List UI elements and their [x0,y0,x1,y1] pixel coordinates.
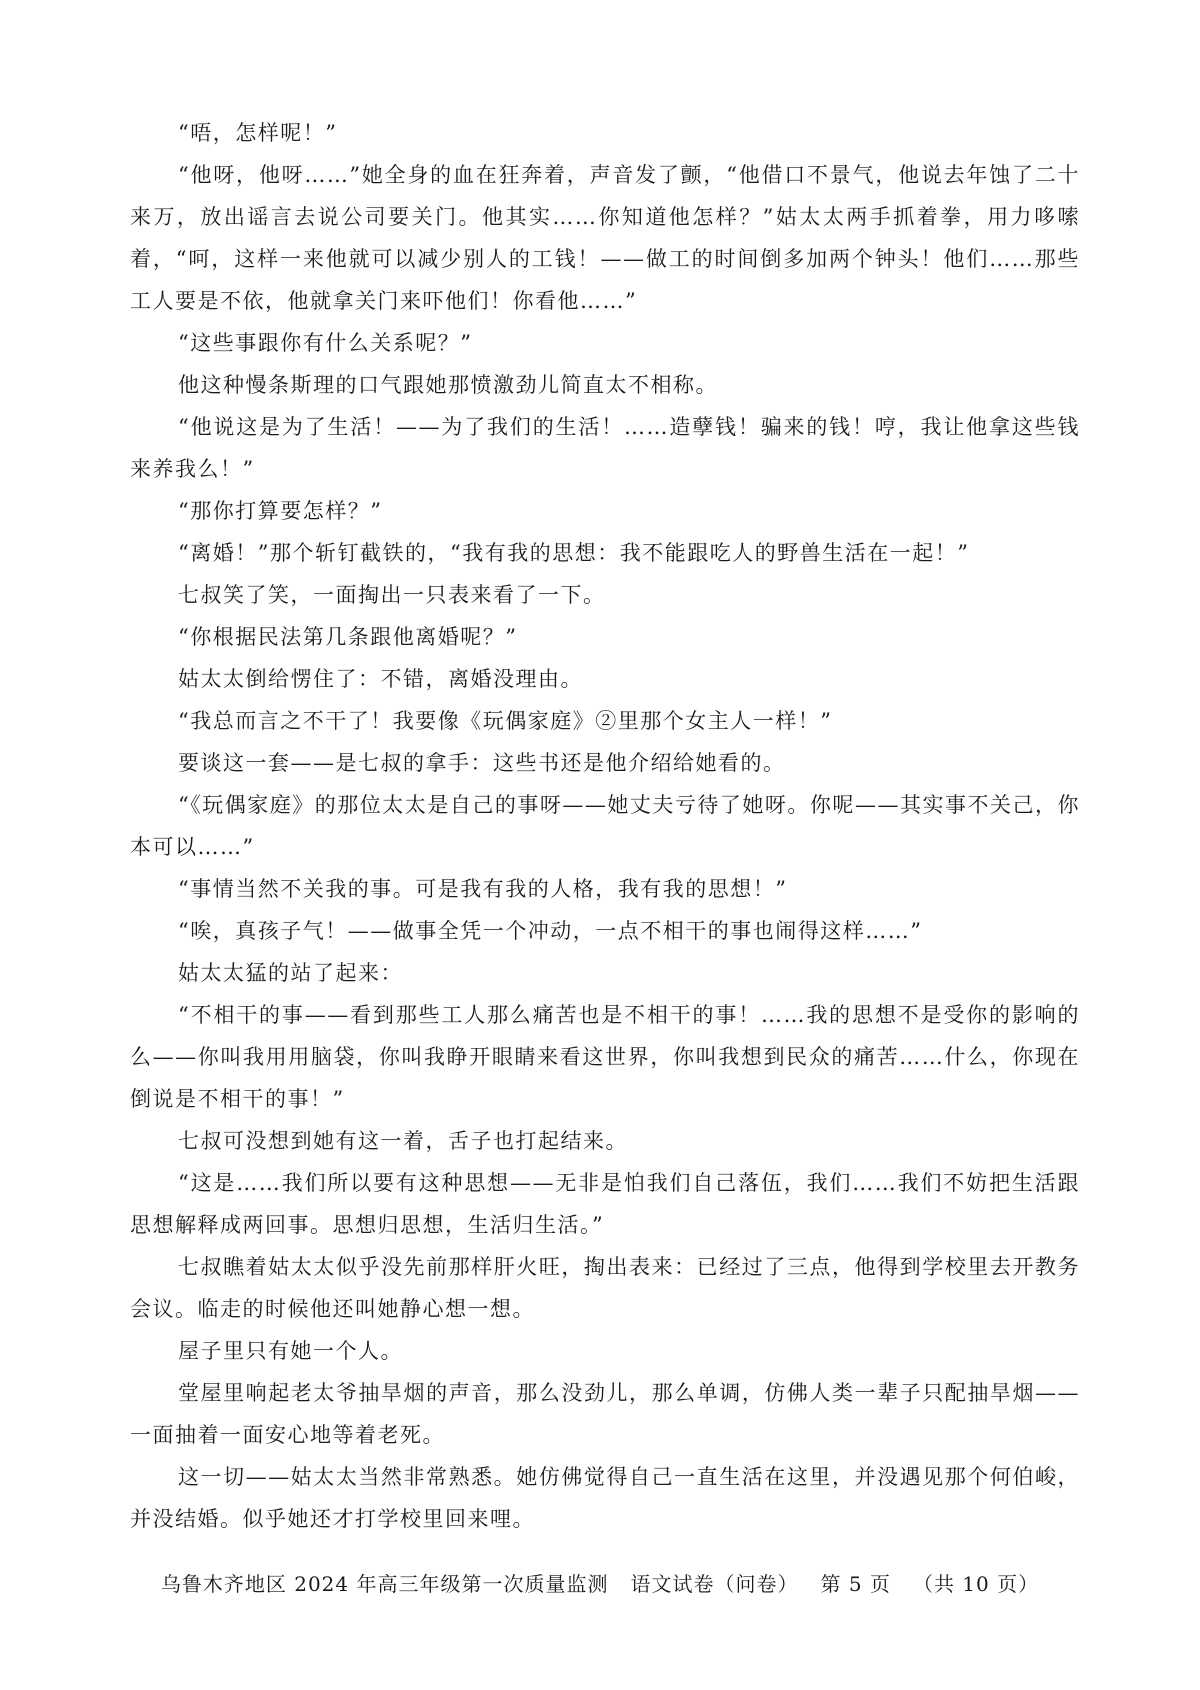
footer-total-pages: （共 10 页） [912,1572,1040,1596]
paragraph: “事情当然不关我的事。可是我有我的人格，我有我的思想！” [178,877,788,901]
paragraph: 这一切——姑太太当然非常熟悉。她仿佛觉得自己一直生活在这里，并没遇见那个何伯峻，并没结婚。似乎她还才打学校里回来哩。 [130,1465,1080,1531]
passage-text [130,112,1080,1540]
paragraph: 屋子里只有她一个人。 [178,1339,403,1363]
footer-page-number: 第 5 页 [820,1572,891,1596]
paragraph: “离婚！”那个斩钉截铁的，“我有我的思想：我不能跟吃人的野兽生活在一起！” [178,541,970,565]
paragraph: “他说这是为了生活！——为了我们的生活！……造孽钱！骗来的钱！哼，我让他拿这些钱来养我么！” [130,415,1080,481]
paragraph: 姑太太倒给愣住了：不错，离婚没理由。 [178,667,583,691]
paragraph: 姑太太猛的站了起来： [178,961,403,985]
paragraph: 七叔笑了笑，一面掏出一只表来看了一下。 [178,583,606,607]
paragraph: “《玩偶家庭》的那位太太是自己的事呀——她丈夫亏待了她呀。你呢——其实事不关己，你本可以……” [130,793,1080,859]
paragraph: 他这种慢条斯理的口气跟她那愤激劲儿简直太不相称。 [178,373,718,397]
paragraph: “这是……我们所以要有这种思想——无非是怕我们自己落伍，我们……我们不妨把生活跟思想解释成两回事。思想归思想，生活归生活。” [130,1171,1080,1237]
paragraph: “唔，怎样呢！” [178,121,338,145]
paragraph: “那你打算要怎样？” [178,499,383,523]
paragraph: “你根据民法第几条跟他离婚呢？” [178,625,518,649]
paragraph: 七叔瞧着姑太太似乎没先前那样肝火旺，掏出表来：已经过了三点，他得到学校里去开教务会议。临走的时候他还叫她静心想一想。 [130,1255,1080,1321]
paragraph: “我总而言之不干了！我要像《玩偶家庭》②里那个女主人一样！” [178,709,833,733]
page-footer [0,1568,1200,1597]
footer-subject: 语文试卷（问卷） [630,1572,799,1596]
paragraph: “这些事跟你有什么关系呢？” [178,331,473,355]
paragraph: 七叔可没想到她有这一着，舌子也打起结来。 [178,1129,628,1153]
paragraph: 堂屋里响起老太爷抽旱烟的声音，那么没劲儿，那么单调，仿佛人类一辈子只配抽旱烟——一面抽着一面安心地等着老死。 [130,1381,1080,1447]
footer-exam-title: 乌鲁木齐地区 2024 年高三年级第一次质量监测 [160,1572,609,1596]
paragraph: “他呀，他呀……”她全身的血在狂奔着，声音发了颤，“他借口不景气，他说去年蚀了二十来万，放出谣言去说公司要关门。他其实……你知道他怎样？”姑太太两手抓着拳，用力哆嗦着，“呵，这样一来他就可以减少别人的工钱！——做工的时间倒多加两个钟头！他们……那些工人要是不依，他就拿关门来吓他们！你看他……” [130,163,1080,313]
paragraph: 要谈这一套——是七叔的拿手：这些书还是他介绍给她看的。 [178,751,786,775]
paragraph: “唉，真孩子气！——做事全凭一个冲动，一点不相干的事也闹得这样……” [178,919,923,943]
paragraph: “不相干的事——看到那些工人那么痛苦也是不相干的事！……我的思想不是受你的影响的么——你叫我用用脑袋，你叫我睁开眼睛来看这世界，你叫我想到民众的痛苦……什么，你现在倒说是不相干的事！” [130,1003,1080,1111]
